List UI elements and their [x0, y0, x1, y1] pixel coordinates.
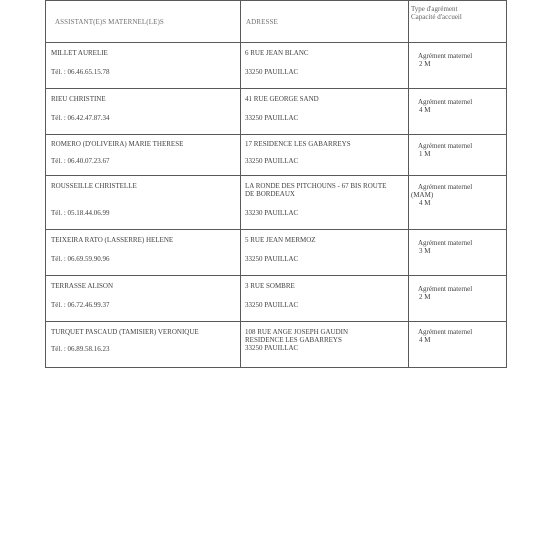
address-cell	[241, 43, 409, 89]
table-row	[46, 276, 507, 322]
address-city: 33250 PAUILLAC	[245, 114, 299, 122]
address-line: 5 RUE JEAN MERMOZ	[245, 236, 316, 244]
address-city: 33250 PAUILLAC	[245, 255, 299, 263]
type-cell	[409, 230, 507, 276]
capacity: 4 M	[419, 106, 431, 114]
address-city: 33230 PAUILLAC	[245, 209, 299, 217]
address-cell	[241, 89, 409, 135]
address-cell	[241, 322, 409, 368]
address-line-2: RESIDENCE LES GABARREYS	[245, 336, 342, 344]
assistant-name: TERRASSE ALISON	[51, 282, 114, 290]
name-cell	[46, 230, 241, 276]
table-row	[46, 43, 507, 89]
address-line: 17 RESIDENCE LES GABARREYS	[245, 140, 351, 148]
type-cell	[409, 135, 507, 176]
capacity: 4 M	[419, 336, 431, 344]
capacity: 3 M	[419, 247, 431, 255]
name-cell	[46, 135, 241, 176]
type-cell	[409, 276, 507, 322]
header-name: ASSISTANT(E)S MATERNEL(LE)S	[46, 1, 241, 43]
agrement-type: Agrément maternel	[418, 52, 473, 60]
capacity: 4 M	[419, 199, 431, 207]
address-line: 108 RUE ANGE JOSEPH GAUDIN	[245, 328, 349, 336]
agrement-type: Agrément maternel	[418, 183, 473, 191]
header-type-line2: Capacité d'accueil	[411, 13, 462, 21]
address-cell	[241, 230, 409, 276]
assistant-phone: Tél. : 06.69.59.90.96	[51, 255, 110, 263]
assistant-phone: Tél. : 05.18.44.06.99	[51, 209, 110, 217]
agrement-type-line2: (MAM)	[411, 191, 434, 199]
agrement-type: Agrément maternel	[418, 239, 473, 247]
name-cell	[46, 43, 241, 89]
assistant-phone: Tél. : 06.89.58.16.23	[51, 345, 110, 353]
name-cell	[46, 89, 241, 135]
address-line-2: DE BORDEAUX	[245, 190, 295, 198]
address-cell	[241, 276, 409, 322]
assistant-name: TURQUET PASCAUD (TAMISIER) VERONIQUE	[51, 328, 199, 336]
table-row	[46, 230, 507, 276]
address-city: 33250 PAUILLAC	[245, 344, 299, 352]
assistant-phone: Tél. : 06.40.07.23.67	[51, 157, 110, 165]
name-cell	[46, 276, 241, 322]
type-cell	[409, 322, 507, 368]
type-cell	[409, 89, 507, 135]
capacity: 1 M	[419, 150, 431, 158]
header-address: ADRESSE	[241, 1, 409, 43]
assistant-name: TEIXEIRA RATO (LASSERRE) HELENE	[51, 236, 174, 244]
assistant-phone: Tél. : 06.72.46.99.37	[51, 301, 110, 309]
name-cell	[46, 176, 241, 230]
table-row	[46, 89, 507, 135]
table-header-row	[46, 1, 507, 43]
address-line: 41 RUE GEORGE SAND	[245, 95, 319, 103]
header-type-line1: Type d'agrément	[411, 5, 458, 13]
assistant-name: RIEU CHRISTINE	[51, 95, 106, 103]
address-cell	[241, 135, 409, 176]
assistant-name: MILLET AURELIE	[51, 49, 108, 57]
table-row	[46, 176, 507, 230]
capacity: 2 M	[419, 60, 431, 68]
header-type	[409, 1, 507, 43]
address-city: 33250 PAUILLAC	[245, 68, 299, 76]
agrement-type: Agrément maternel	[418, 328, 473, 336]
assistants-table	[45, 0, 507, 368]
type-cell	[409, 43, 507, 89]
type-cell	[409, 176, 507, 230]
address-line: LA RONDE DES PITCHOUNS - 67 BIS ROUTE	[245, 182, 387, 190]
address-city: 33250 PAUILLAC	[245, 157, 299, 165]
assistant-phone: Tél. : 06.42.47.87.34	[51, 114, 110, 122]
address-line: 3 RUE SOMBRE	[245, 282, 295, 290]
address-cell	[241, 176, 409, 230]
address-city: 33250 PAUILLAC	[245, 301, 299, 309]
table-row	[46, 322, 507, 368]
agrement-type: Agrément maternel	[418, 142, 473, 150]
assistant-name: ROMERO (D'OLIVEIRA) MARIE THERESE	[51, 140, 184, 148]
assistant-name: ROUSSEILLE CHRISTELLE	[51, 182, 137, 190]
name-cell	[46, 322, 241, 368]
address-line: 6 RUE JEAN BLANC	[245, 49, 309, 57]
assistant-phone: Tél. : 06.46.65.15.78	[51, 68, 110, 76]
agrement-type: Agrément maternel	[418, 285, 473, 293]
table-row	[46, 135, 507, 176]
capacity: 2 M	[419, 293, 431, 301]
agrement-type: Agrément maternel	[418, 98, 473, 106]
